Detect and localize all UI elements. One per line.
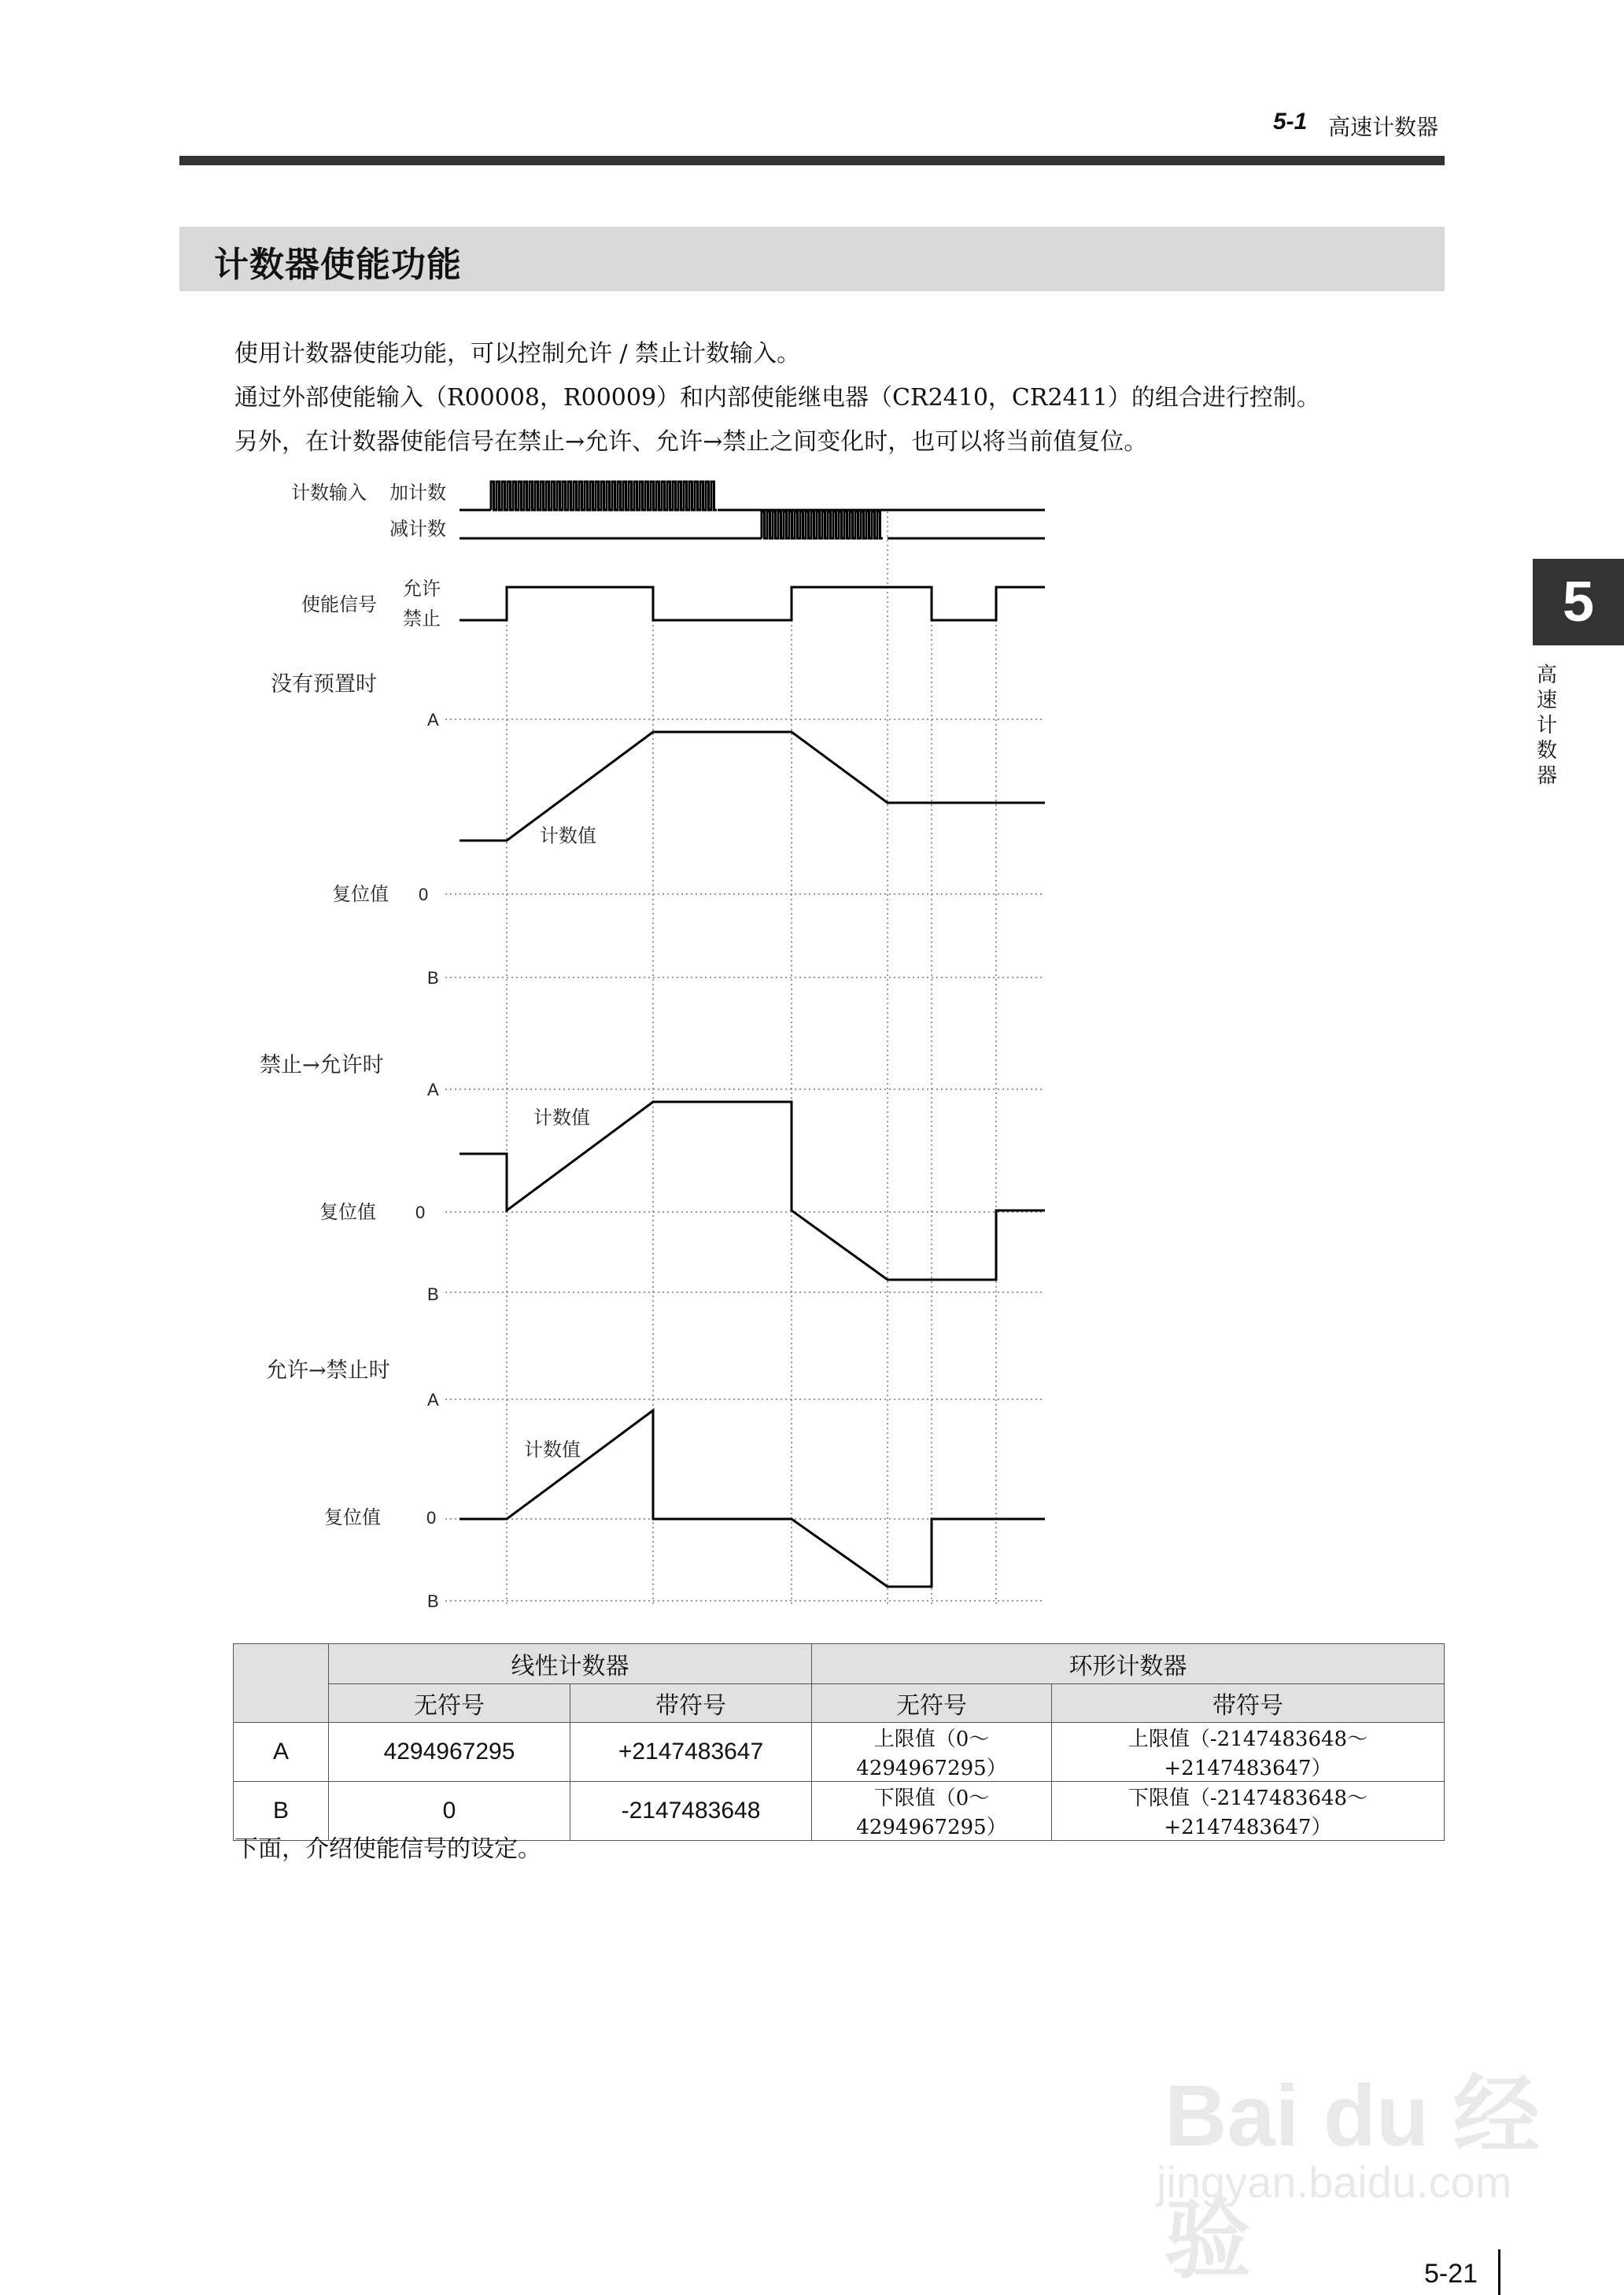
cell-ring-unsigned: 下限值（0～4294967295） bbox=[812, 1782, 1052, 1841]
axis-a-3: A bbox=[427, 1390, 439, 1410]
label-allow: 允许 bbox=[403, 578, 441, 600]
counter-range-table bbox=[233, 1643, 1445, 1841]
axis-zero-3: 0 bbox=[426, 1508, 437, 1528]
cell-ring-unsigned: 上限值（0～4294967295） bbox=[812, 1723, 1052, 1782]
watermark-logo: Bai du 经验 bbox=[1164, 2068, 1540, 2289]
count-value-label-1: 计数值 bbox=[540, 825, 596, 847]
row-label: B bbox=[234, 1782, 329, 1841]
label-enable-signal: 使能信号 bbox=[301, 593, 377, 615]
intro-line-2: 通过外部使能输入（R00008，R00009）和内部使能继电器（CR2410，CR2411）的组合进行控制。 bbox=[234, 384, 1320, 412]
label-down-count: 减计数 bbox=[389, 518, 446, 540]
table-subheader-linear-unsigned: 无符号 bbox=[329, 1684, 570, 1723]
table-subheader-ring-signed: 带符号 bbox=[1052, 1684, 1445, 1723]
axis-a-1: A bbox=[427, 710, 439, 730]
chapter-tab-label: 高 速 计 数 器 bbox=[1536, 663, 1557, 788]
section-title: 计数器使能功能 bbox=[214, 245, 462, 285]
header-section-title: 高速计数器 bbox=[1328, 114, 1439, 140]
cell-ring-signed: 下限值（-2147483648～+2147483647） bbox=[1052, 1782, 1445, 1841]
cell-linear-signed: +2147483647 bbox=[570, 1723, 812, 1782]
table-subheader-linear-signed: 带符号 bbox=[570, 1684, 812, 1723]
axis-zero-1: 0 bbox=[419, 885, 429, 904]
axis-zero-2: 0 bbox=[415, 1203, 426, 1222]
table-row bbox=[234, 1723, 1445, 1782]
axis-a-2: A bbox=[427, 1080, 439, 1099]
label-count-input: 计数输入 bbox=[291, 482, 367, 504]
axis-b-3: B bbox=[427, 1591, 439, 1611]
table-corner-cell bbox=[234, 1644, 329, 1723]
count-value-label-2: 计数值 bbox=[533, 1107, 590, 1129]
chapter-tab[interactable]: 5 bbox=[1533, 559, 1624, 645]
table-header-linear: 线性计数器 bbox=[329, 1644, 812, 1684]
label-forbid: 禁止 bbox=[403, 608, 441, 630]
label-up-count: 加计数 bbox=[389, 482, 446, 504]
intro-line-1: 使用计数器使能功能，可以控制允许 / 禁止计数输入。 bbox=[234, 340, 801, 368]
section3-title: 允许→禁止时 bbox=[266, 1358, 390, 1383]
cell-linear-unsigned: 0 bbox=[329, 1782, 570, 1841]
page-number: 5-21 bbox=[1424, 2259, 1478, 2289]
page-number-rule bbox=[1498, 2249, 1500, 2295]
reset-value-label-3: 复位值 bbox=[324, 1506, 381, 1528]
axis-b-2: B bbox=[427, 1284, 439, 1304]
table-subheader-ring-unsigned: 无符号 bbox=[812, 1684, 1052, 1723]
table-header-ring: 环形计数器 bbox=[812, 1644, 1445, 1684]
row-label: A bbox=[234, 1723, 329, 1782]
intro-line-3: 另外，在计数器使能信号在禁止→允许、允许→禁止之间变化时，也可以将当前值复位。 bbox=[234, 428, 1148, 456]
header-section-number: 5-1 bbox=[1273, 109, 1308, 135]
axis-b-1: B bbox=[427, 968, 439, 988]
cell-linear-unsigned: 4294967295 bbox=[329, 1723, 570, 1782]
cell-ring-signed: 上限值（-2147483648～+2147483647） bbox=[1052, 1723, 1445, 1782]
section1-title: 没有预置时 bbox=[271, 672, 377, 697]
reset-value-label-1: 复位值 bbox=[332, 883, 389, 905]
watermark-url: jingyan.baidu.com bbox=[1157, 2157, 1512, 2207]
reset-value-label-2: 复位值 bbox=[319, 1201, 376, 1223]
footer-text: 下面，介绍使能信号的设定。 bbox=[234, 1835, 541, 1863]
cell-linear-signed: -2147483648 bbox=[570, 1782, 812, 1841]
count-value-label-3: 计数值 bbox=[524, 1439, 581, 1461]
section2-title: 禁止→允许时 bbox=[260, 1053, 384, 1077]
